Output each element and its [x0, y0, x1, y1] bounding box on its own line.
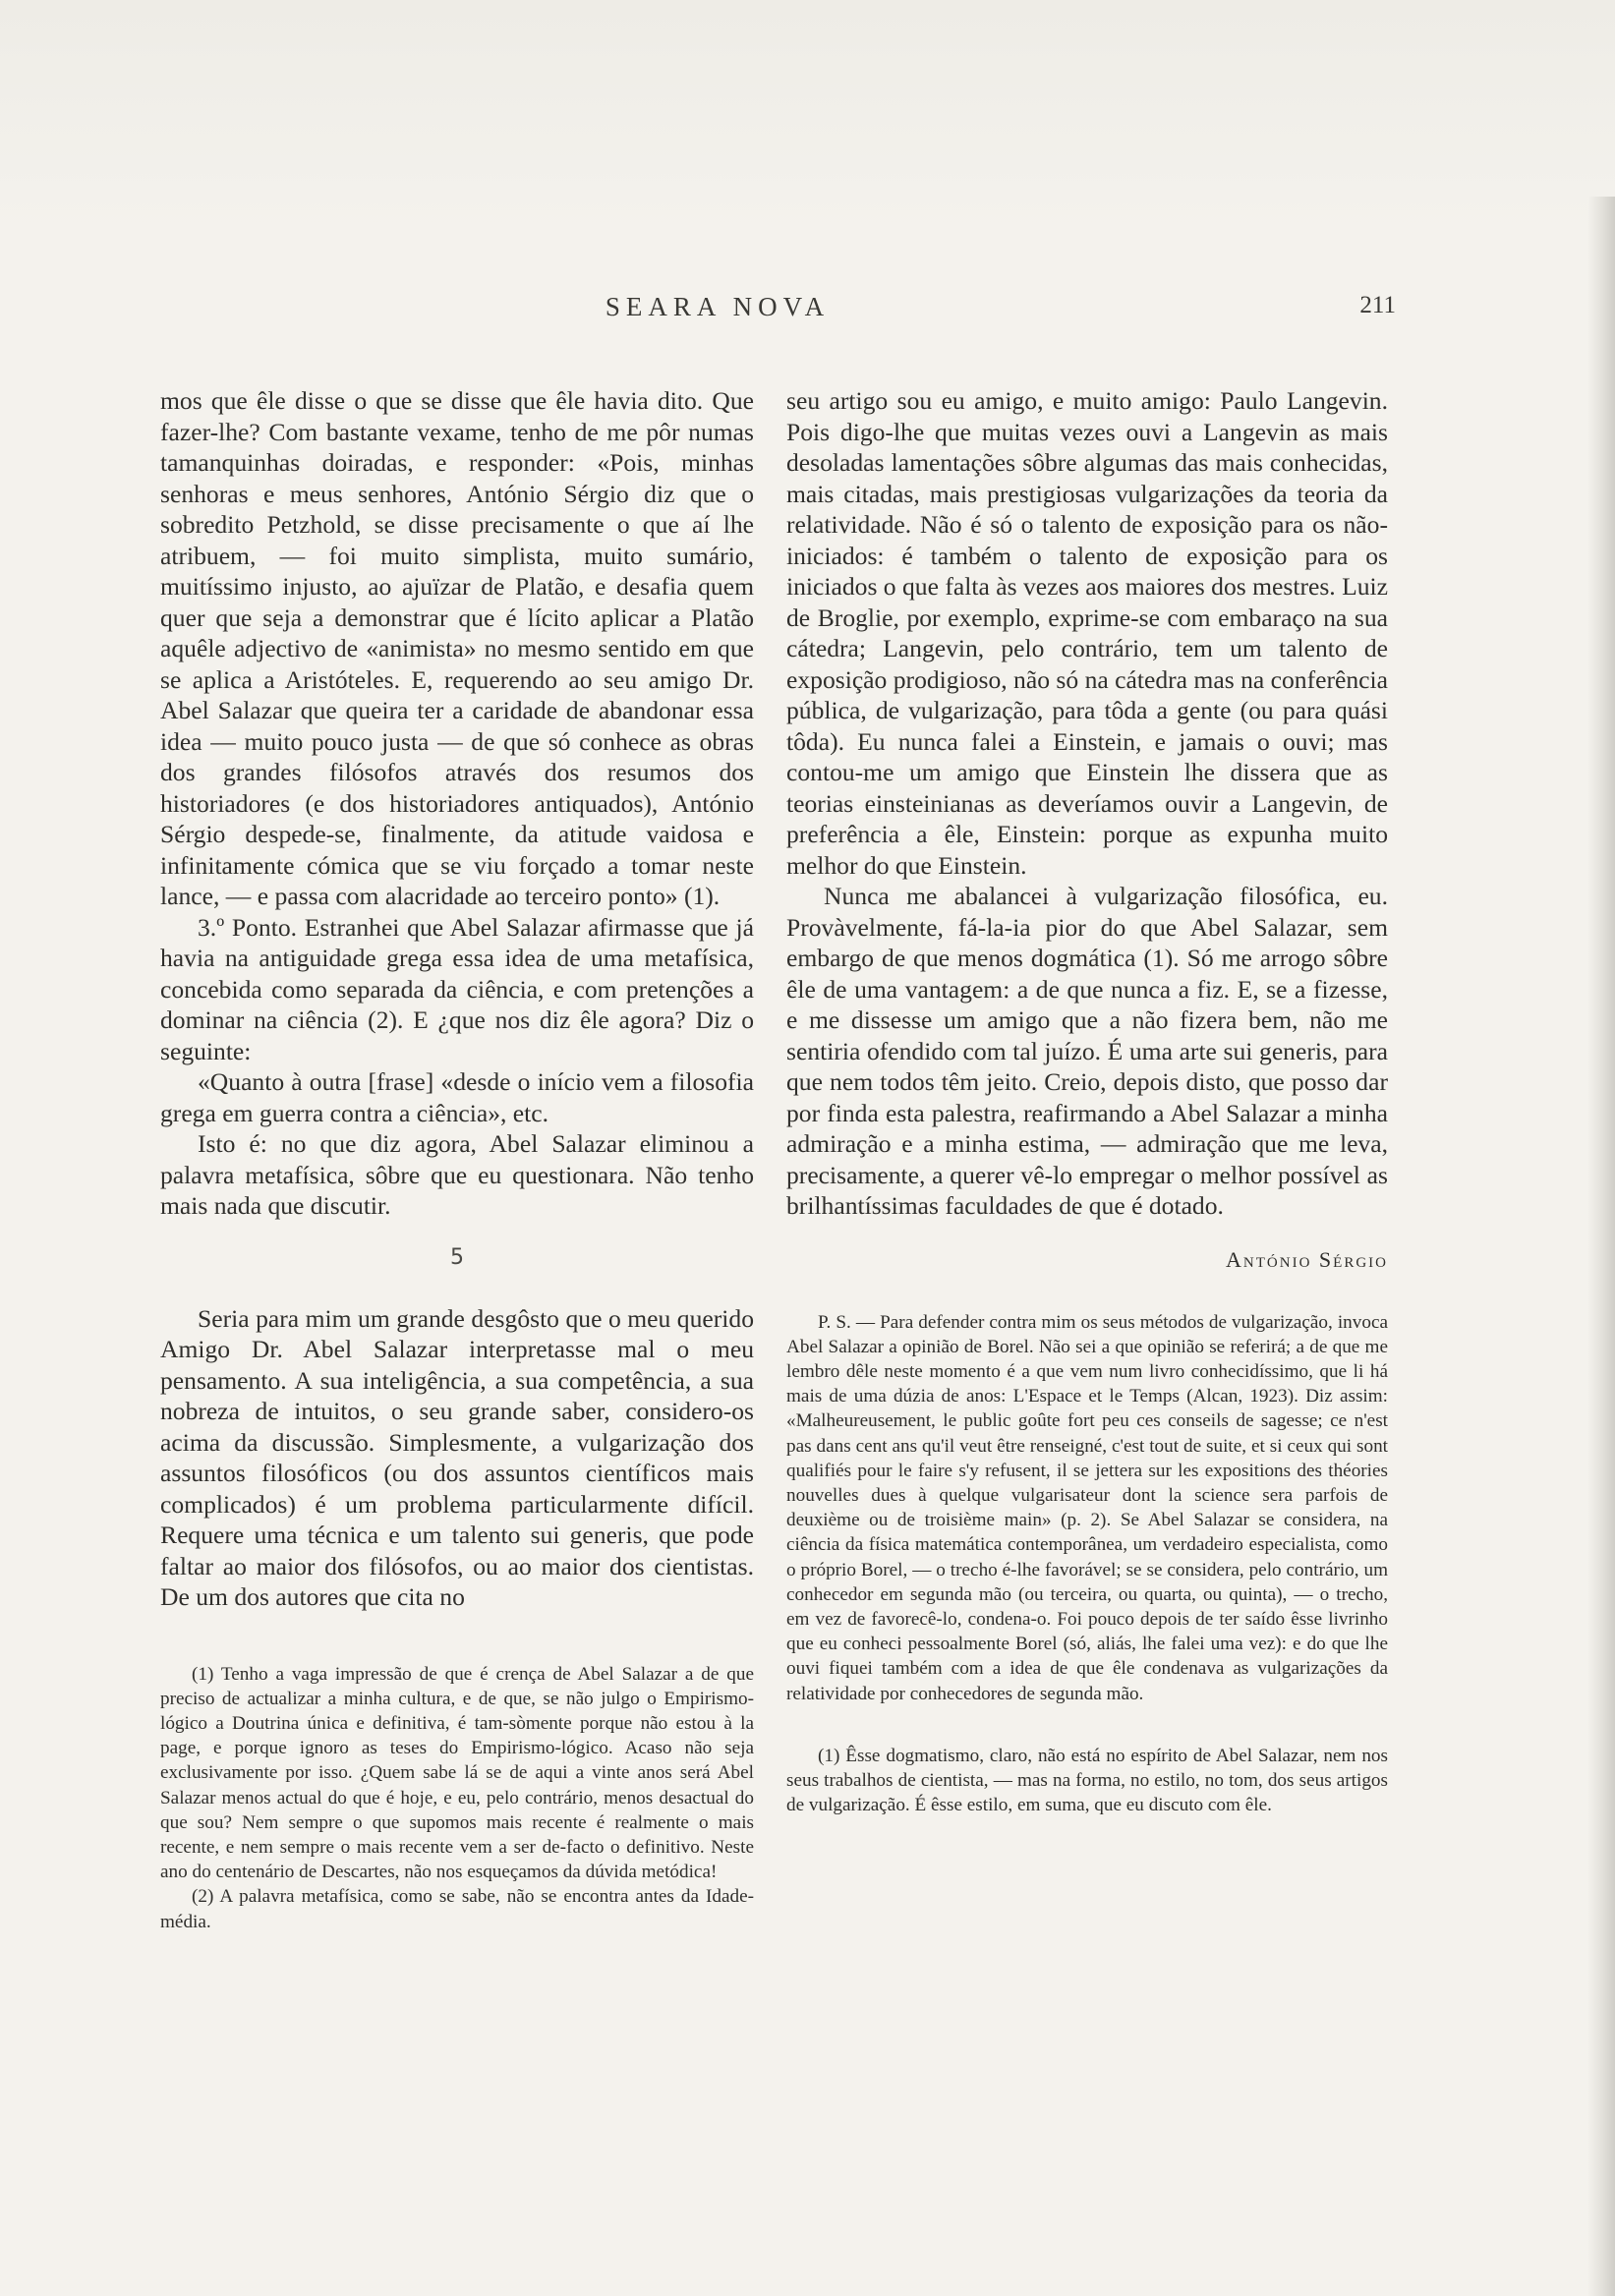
paragraph: Nunca me abalancei à vulgarização filosófica, eu. Provàvelmente, fá-la-ia pior do que Abel Salazar, sem embargo de que menos dogmática (1). Só me arrogo sôbre êle de uma vantagem: a de que nunca a fiz. E, se a fizesse, e me dissesse um amigo que a não fizera bem, não me sentiria ofendido com tal juízo. É uma arte sui generis, para que nem todos têm jeito. Creio, depois disto, que posso dar por finda esta palestra, reafirmando a Abel Salazar a minha admiração e a minha estima, — admiração que me leva, precisamente, a querer vê-lo empregar o melhor possível as brilhantíssimas faculdades de que é dotado.: [786, 882, 1388, 1220]
postscript: [786, 1310, 1388, 1706]
footnote: (1) Tenho a vaga impressão de que é crença de Abel Salazar a de que preciso de actualizar a minha cultura, e de que, se não julgo o Empirismo-lógico a Doutrina única e definitiva, é tam-sòmente porque não estou à la page, e porque ignoro as teses do Empirismo-lógico. Acaso não seja exclusivamente por isso. ¿Quem sabe lá se de aqui a vinte anos será Abel Salazar menos actual do que é hoje, e eu, pelo contrário, menos desactual do que sou? Nem sempre o que supomos mais recente é realmente o mais recente, e nem sempre o mais recente vem a ser de-facto o definitivo. Neste ano do centenário de Descartes, não nos esqueçamos da dúvida metódica!: [160, 1663, 754, 1883]
quotation: «Quanto à outra [frase] «desde o início vem a filosofia grega em guerra contra a ciência», etc.: [160, 1067, 754, 1127]
section-number: 5: [450, 1244, 464, 1270]
paragraph: Seria para mim um grande desgôsto que o meu querido Amigo Dr. Abel Salazar interpretasse mal o meu pensamento. A sua inteligência, a sua competência, a sua nobreza de intuitos, o seu grande saber, considero-os acima da discussão. Simplesmente, a vulgarização dos assuntos filosóficos (ou dos assuntos científicos mais complicados) é um problema particularmente difícil. Requere uma técnica e um talento sui generis, que pode faltar ao maior dos filósofos, ou ao maior dos cientistas. De um dos autores que cita no: [160, 1303, 754, 1611]
footnote: (1) Êsse dogmatismo, claro, não está no espírito de Abel Salazar, nem nos seus trabalhos de cientista, — mas na forma, no estilo, no tom, dos seus artigos de vulgarização. É êsse estilo, em suma, que eu discuto com êle.: [786, 1745, 1388, 1816]
footnotes: [160, 1662, 754, 1934]
page-background: [0, 0, 1615, 231]
paragraph: 3.º Ponto. Estranhei que Abel Salazar afirmasse que já havia na antiguidade grega essa idea de uma metafísica, concebida como separada da ciência, e com pretenções a dominar na ciência (2). E ¿que nos diz êle agora? Diz o seguinte:: [160, 912, 754, 1065]
left-column: [160, 385, 754, 1934]
book-spine-shadow: [1587, 197, 1615, 2296]
footnotes: [786, 1744, 1388, 1818]
right-column: [786, 385, 1388, 1817]
journal-title: SEARA NOVA: [605, 292, 831, 321]
paragraph: seu artigo sou eu amigo, e muito amigo: Paulo Langevin. Pois digo-lhe que muitas vezes ouvi a Langevin as mais desoladas lamentações sôbre algumas das mais conhecidas, mais citadas, mais prestigiosas vulgarizações da teoria da relatividade. Não é só o talento de exposição para os não-iniciados: é também o talento de exposição para os iniciados o que falta às vezes aos maiores dos mestres. Luiz de Broglie, por exemplo, exprime-se com embaraço na sua cátedra; Langevin, pelo contrário, tem um talento de exposição prodigioso, não só na cátedra mas na conferência pública, de vulgarização, para tôda a gente (ou para quási tôda). Eu nunca falei a Einstein, e jamais o ouvi; mas contou-me um amigo que Einstein lhe dissera que as teorias einsteinianas as deveríamos ouvir a Langevin, de preferência a êle, Einstein: porque as expunha muito melhor do que Einstein.: [786, 386, 1388, 880]
paragraph: mos que êle disse o que se disse que êle havia dito. Que fazer-lhe? Com bastante vexame, tenho de me pôr numas tamanquinhas doiradas, e responder: «Pois, minhas senhoras e meus senhores, António Sérgio diz que o sobredito Petzhold, se disse precisamente o que aí lhe atribuem, — foi muito simplista, muito sumário, muitíssimo injusto, ao ajuïzar de Platão, e desafia quem quer que seja a demonstrar que é lícito aplicar a Platão aquêle adjectivo de «animista» no mesmo sentido em que se aplica a Aristóteles. E, requerendo ao seu amigo Dr. Abel Salazar que queira ter a caridade de abandonar essa idea — muito pouco justa — de que só conhece as obras dos grandes filósofos através dos resumos dos historiadores (e dos historiadores antiquados), António Sérgio despede-se, finalmente, da atitude vaidosa e infinitamente cómica que se viu forçado a tomar neste lance, — e passa com alacridade ao terceiro ponto» (1).: [160, 386, 754, 910]
footnote: (2) A palavra metafísica, como se sabe, não se encontra antes da Idade-média.: [160, 1886, 754, 1932]
running-head: [0, 292, 1615, 331]
page-number: 211: [1359, 292, 1396, 318]
postscript-text: P. S. — Para defender contra mim os seus métodos de vulgarização, invoca Abel Salazar a opinião de Borel. Não sei a que opinião se referirá; a de que me lembro dêle neste momento é a que vem num livro conhecidíssimo, que li há mais de uma dúzia de anos: L'Espace et le Temps (Alcan, 1923). Diz assim: «Malheureusement, le public goûte fort peu ces conseils de sagesse; ce n'est pas dans cent ans qu'il veut être renseigné, c'est tout de suite, et si ceux qui sont qualifiés pour le faire s'y refusent, il se jettera sur les expositions des théories nouvelles dues à quelque vulgarisateur dont la science sera parfois de deuxième ou de troisième main» (p. 2). Se Abel Salazar se considera, na ciência da física matemática contemporânea, um verdadeiro especialista, como o próprio Borel, — o trecho é-lhe favorável; se se considera, pelo contrário, um conhecedor em segunda mão (ou terceira, ou quarta, ou quinta), — o trecho, em vez de favorecê-lo, condena-o. Foi pouco depois de ter saído êsse livrinho que eu conheci pessoalmente Borel (só, aliás, lhe falei uma vez): e do que lhe ouvi fiquei também com a idea de que êle condenava as vulgarizações da relatividade por conhecedores de segunda mão.: [786, 1311, 1388, 1704]
paragraph: Isto é: no que diz agora, Abel Salazar eliminou a palavra metafísica, sôbre que eu questionara. Não tenho mais nada que discutir.: [160, 1129, 754, 1220]
author-signature: António Sérgio: [1226, 1246, 1388, 1272]
